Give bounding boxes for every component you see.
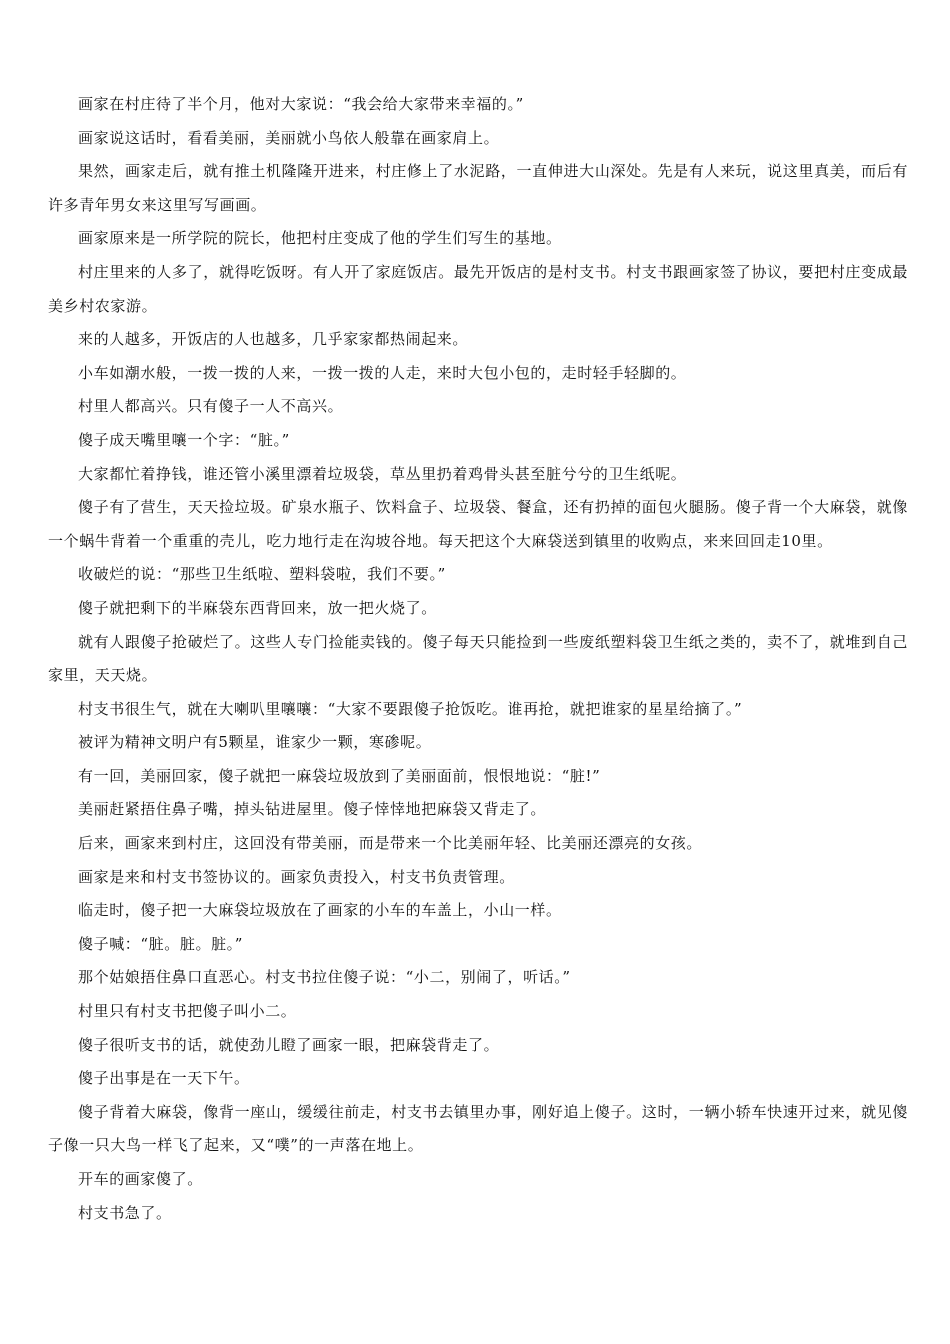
paragraph: 就有人跟傻子抢破烂了。这些人专门捡能卖钱的。傻子每天只能捡到一些废纸塑料袋卫生纸之类的，卖不了，就堆到自己家里，天天烧。 [48,632,908,685]
paragraph: 那个姑娘捂住鼻口直恶心。村支书拉住傻子说：“小二，别闹了，听话。” [78,968,571,987]
paragraph: 有一回，美丽回家，傻子就把一麻袋垃圾放到了美丽面前，恨恨地说：“脏!” [78,766,601,785]
paragraph: 来的人越多，开饭店的人也越多，几乎家家都热闹起来。 [78,330,469,349]
paragraph: 傻子有了营生，天天捡垃圾。矿泉水瓶子、饮料盒子、垃圾袋、餐盒，还有扔掉的面包火腿肠。傻子背一个大麻袋，就像一个蜗牛背着一个重重的壳儿，吃力地行走在沟坡谷地。每天把这个大麻袋送到镇里的收购点，来来回回走10里。 [48,498,908,550]
paragraph: 临走时，傻子把一大麻袋垃圾放在了画家的小车的车盖上，小山一样。 [78,901,562,920]
paragraph: 傻子成天嘴里嚷一个字：“脏。” [78,430,290,449]
paragraph: 画家是来和村支书签协议的。画家负责投入，村支书负责管理。 [78,867,515,886]
paragraph: 傻子背着大麻袋，像背一座山，缓缓往前走，村支书去镇里办事，刚好追上傻子。这时，一辆小轿车快速开过来，就见傻子像一只大鸟一样飞了起来，又“噗”的一声落在地上。 [48,1102,908,1155]
paragraph: 傻子喊：“脏。脏。脏。” [78,934,244,953]
paragraph: 美丽赶紧捂住鼻子嘴，掉头钻进屋里。傻子悻悻地把麻袋又背走了。 [78,800,547,819]
paragraph: 傻子出事是在一天下午。 [78,1069,250,1088]
paragraph: 收破烂的说：“那些卫生纸啦、塑料袋啦，我们不要。” [78,565,446,584]
paragraph: 傻子很听支书的话，就使劲儿瞪了画家一眼，把麻袋背走了。 [78,1035,500,1054]
paragraph: 村支书很生气，就在大喇叭里嚷嚷：“大家不要跟傻子抢饭吃。谁再抢，就把谁家的星星给摘了。” [78,699,743,718]
paragraph: 村支书急了。 [78,1203,172,1222]
document-page [48,88,908,1230]
paragraph: 村里只有村支书把傻子叫小二。 [78,1002,297,1021]
paragraph: 果然，画家走后，就有推土机隆隆开进来，村庄修上了水泥路，一直伸进大山深处。先是有人来玩，说这里真美，而后有许多青年男女来这里写写画画。 [48,162,908,214]
paragraph: 画家原来是一所学院的院长，他把村庄变成了他的学生们写生的基地。 [78,229,562,248]
paragraph: 画家在村庄待了半个月，他对大家说：“我会给大家带来幸福的。” [78,95,524,113]
paragraph: 画家说这话时，看看美丽，美丽就小鸟依人般靠在画家肩上。 [78,128,500,147]
paragraph: 后来，画家来到村庄，这回没有带美丽，而是带来一个比美丽年轻、比美丽还漂亮的女孩。 [78,834,703,853]
paragraph: 开车的画家傻了。 [78,1170,203,1188]
paragraph: 被评为精神文明户有5颗星，谁家少一颗，寒碜呢。 [78,733,432,752]
paragraph: 村庄里来的人多了，就得吃饭呀。有人开了家庭饭店。最先开饭店的是村支书。村支书跟画家签了协议，要把村庄变成最美乡村农家游。 [48,262,908,315]
paragraph: 傻子就把剩下的半麻袋东西背回来，放一把火烧了。 [78,598,437,617]
paragraph: 村里人都高兴。只有傻子一人不高兴。 [78,397,344,416]
paragraph: 小车如潮水般，一拨一拨的人来，一拨一拨的人走，来时大包小包的，走时轻手轻脚的。 [78,363,687,382]
paragraph: 大家都忙着挣钱，谁还管小溪里漂着垃圾袋，草丛里扔着鸡骨头甚至脏兮兮的卫生纸呢。 [78,464,687,483]
